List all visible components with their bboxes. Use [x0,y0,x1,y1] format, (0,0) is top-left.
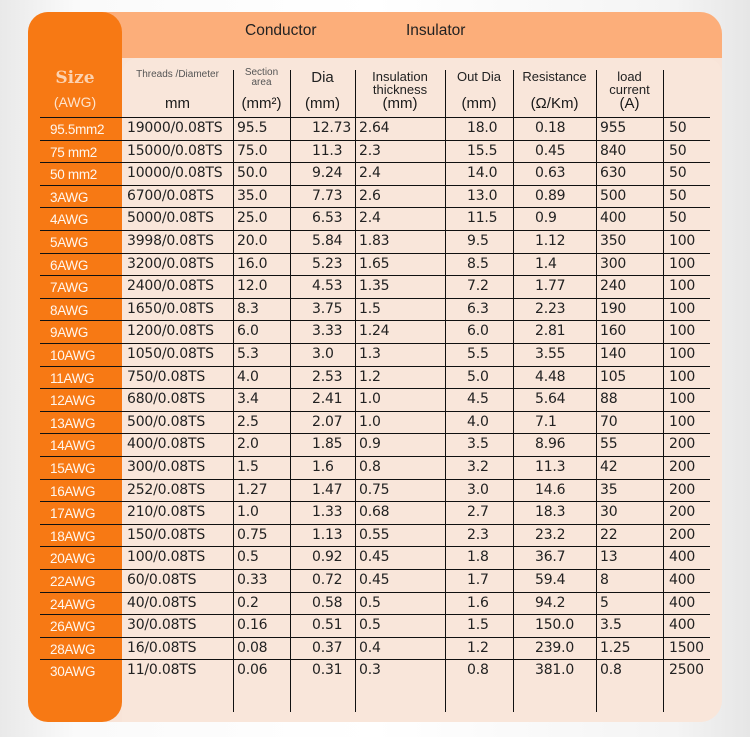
cell-res: 0.45 [535,143,566,159]
cell-res: 94.2 [535,595,566,611]
cell-res: 4.48 [535,369,566,385]
row-divider [40,275,710,276]
cell-extra: 200 [669,504,696,520]
cell-area: 2.0 [237,436,259,452]
row-size-label: 50 mm2 [50,167,97,182]
row-size-label: 13AWG [50,416,96,431]
cell-area: 1.5 [237,459,259,475]
cell-out: 2.3 [467,527,489,543]
cell-out: 14.0 [467,165,498,181]
cell-ins: 1.3 [359,346,381,362]
cell-area: 35.0 [237,188,268,204]
cell-out: 4.0 [467,414,489,430]
cell-extra: 200 [669,482,696,498]
row-divider [40,569,710,570]
row-divider [40,433,710,434]
cell-ins: 2.3 [359,143,381,159]
cell-threads: 3200/0.08TS [127,256,214,272]
cell-dia: 4.53 [312,278,343,294]
cell-extra: 400 [669,617,696,633]
cell-area: 1.0 [237,504,259,520]
cell-load: 3.5 [600,617,622,633]
row-divider [40,207,710,208]
row-divider [40,388,710,389]
cell-ins: 0.3 [359,662,381,678]
cell-res: 3.55 [535,346,566,362]
cell-load: 140 [600,346,627,362]
cell-threads: 750/0.08TS [127,369,206,385]
cell-threads: 40/0.08TS [127,595,197,611]
col-header-label-2: area [251,77,272,88]
cell-extra: 400 [669,572,696,588]
cell-dia: 1.47 [312,482,343,498]
cell-threads: 19000/0.08TS [127,120,223,136]
cell-area: 0.33 [237,572,268,588]
col-header-label: Threads /Diameter [136,69,219,80]
col-header-unit: (mm) [382,95,418,112]
cell-area: 0.75 [237,527,268,543]
row-size-label: 4AWG [50,212,89,227]
cell-dia: 0.31 [312,662,343,678]
cell-extra: 2500 [669,662,704,678]
cell-ins: 0.68 [359,504,390,520]
cell-threads: 680/0.08TS [127,391,206,407]
cell-area: 4.0 [237,369,259,385]
cell-area: 2.5 [237,414,259,430]
cell-ins: 0.5 [359,617,381,633]
cell-res: 1.4 [535,256,557,272]
cell-res: 150.0 [535,617,575,633]
cell-res: 381.0 [535,662,575,678]
cell-res: 1.12 [535,233,566,249]
cell-ins: 1.35 [359,278,390,294]
row-divider [40,411,710,412]
cell-dia: 7.73 [312,188,343,204]
cell-out: 1.6 [467,595,489,611]
cell-extra: 50 [669,210,687,226]
cell-area: 3.4 [237,391,259,407]
col-header-insulation-thickness [355,66,445,112]
cell-res: 2.23 [535,301,566,317]
cell-dia: 0.92 [312,549,343,565]
cell-area: 1.27 [237,482,268,498]
col-header-label: Resistance [522,69,587,84]
cell-dia: 2.53 [312,369,343,385]
cell-out: 18.0 [467,120,498,136]
row-divider [40,253,710,254]
row-divider [40,343,710,344]
row-size-label: 20AWG [50,551,96,566]
cell-threads: 150/0.08TS [127,527,206,543]
row-size-label: 15AWG [50,461,96,476]
col-header-label-2: current [609,82,650,97]
cell-dia: 11.3 [312,143,343,159]
row-divider [40,614,710,615]
col-header-unit: (mm) [461,95,497,112]
cell-area: 0.06 [237,662,268,678]
column-divider [355,70,356,712]
col-header-unit: (mm) [305,95,340,112]
cell-ins: 1.0 [359,391,381,407]
cell-out: 5.5 [467,346,489,362]
size-unit: (AWG) [53,94,97,110]
col-header-label: Insulation [372,69,428,84]
cell-load: 42 [600,459,618,475]
row-size-label: 10AWG [50,348,96,363]
cell-threads: 10000/0.08TS [127,165,223,181]
row-size-label: 5AWG [50,235,89,250]
cell-area: 6.0 [237,323,259,339]
row-size-label: 26AWG [50,619,96,634]
cell-threads: 11/0.08TS [127,662,197,678]
cell-area: 16.0 [237,256,268,272]
cell-area: 25.0 [237,210,268,226]
col-header-unit: (mm²) [241,95,282,112]
cell-ins: 2.64 [359,120,390,136]
cell-res: 0.63 [535,165,566,181]
cell-dia: 1.85 [312,436,343,452]
row-size-label: 17AWG [50,506,96,521]
row-divider [40,637,710,638]
cell-area: 0.08 [237,640,268,656]
cell-ins: 0.75 [359,482,390,498]
col-header-label: Section [244,67,279,78]
cell-load: 105 [600,369,627,385]
column-divider [596,70,597,712]
row-size-label: 8AWG [50,303,89,318]
cell-extra: 50 [669,188,687,204]
cell-extra: 100 [669,414,696,430]
row-size-label: 18AWG [50,529,96,544]
row-size-label: 7AWG [50,280,89,295]
cell-dia: 3.0 [312,346,334,362]
cell-dia: 2.07 [312,414,343,430]
col-header-label-2: thickness [372,82,428,97]
cell-dia: 2.41 [312,391,343,407]
cell-ins: 0.4 [359,640,381,656]
cell-extra: 200 [669,459,696,475]
cell-out: 1.7 [467,572,489,588]
cell-out: 8.5 [467,256,489,272]
cell-area: 20.0 [237,233,268,249]
cell-threads: 2400/0.08TS [127,278,214,294]
cell-extra: 1500 [669,640,704,656]
cell-out: 1.8 [467,549,489,565]
cell-dia: 12.73 [312,120,352,136]
cell-ins: 0.45 [359,572,390,588]
cell-ins: 0.9 [359,436,381,452]
cell-area: 5.3 [237,346,259,362]
cell-out: 5.0 [467,369,489,385]
cell-ins: 1.0 [359,414,381,430]
size-column [28,12,122,722]
column-divider [233,70,234,712]
cell-area: 0.2 [237,595,259,611]
cell-threads: 1200/0.08TS [127,323,214,339]
cell-out: 2.7 [467,504,489,520]
cell-extra: 50 [669,120,687,136]
cell-threads: 60/0.08TS [127,572,197,588]
cell-extra: 50 [669,143,687,159]
cell-out: 0.8 [467,662,489,678]
cell-res: 36.7 [535,549,566,565]
cell-load: 400 [600,210,627,226]
cell-area: 50.0 [237,165,268,181]
cell-load: 350 [600,233,627,249]
cell-threads: 210/0.08TS [127,504,206,520]
cell-area: 8.3 [237,301,259,317]
cell-dia: 0.51 [312,617,343,633]
col-header-label: Dia [311,69,334,86]
column-divider [445,70,446,712]
row-size-label: 95.5mm2 [50,122,105,137]
cell-dia: 5.23 [312,256,343,272]
cell-dia: 3.75 [312,301,343,317]
row-divider [40,546,710,547]
cell-dia: 0.72 [312,572,343,588]
row-size-label: 30AWG [50,664,96,679]
cell-out: 13.0 [467,188,498,204]
cell-ins: 1.5 [359,301,381,317]
cell-extra: 200 [669,527,696,543]
row-divider [40,230,710,231]
cell-load: 190 [600,301,627,317]
cell-threads: 30/0.08TS [127,617,197,633]
cell-load: 500 [600,188,627,204]
spec-table-card [28,12,722,722]
row-size-label: 24AWG [50,597,96,612]
group-header-band [28,12,722,58]
cell-threads: 3998/0.08TS [127,233,214,249]
col-header-section-area [233,66,290,112]
cell-res: 18.3 [535,504,566,520]
cell-threads: 1650/0.08TS [127,301,214,317]
row-divider [40,592,710,593]
col-header-label: Out Dia [456,69,502,84]
row-size-label: 11AWG [50,371,95,386]
col-header-label: load [617,69,642,84]
cell-out: 9.5 [467,233,489,249]
cell-dia: 9.24 [312,165,343,181]
cell-threads: 15000/0.08TS [127,143,223,159]
cell-dia: 5.84 [312,233,343,249]
column-divider [290,70,291,712]
cell-extra: 100 [669,323,696,339]
cell-threads: 16/0.08TS [127,640,197,656]
cell-res: 11.3 [535,459,566,475]
cell-ins: 0.8 [359,459,381,475]
cell-extra: 200 [669,436,696,452]
cell-dia: 0.37 [312,640,343,656]
size-heading: Size [55,68,95,88]
cell-res: 5.64 [535,391,566,407]
cell-res: 14.6 [535,482,566,498]
cell-threads: 5000/0.08TS [127,210,214,226]
cell-extra: 400 [669,595,696,611]
cell-extra: 100 [669,301,696,317]
cell-load: 55 [600,436,618,452]
cell-area: 75.0 [237,143,268,159]
cell-load: 70 [600,414,618,430]
cell-out: 6.0 [467,323,489,339]
cell-load: 300 [600,256,627,272]
cell-dia: 1.6 [312,459,334,475]
cell-res: 23.2 [535,527,566,543]
cell-res: 59.4 [535,572,566,588]
cell-out: 3.0 [467,482,489,498]
col-header-threads-diameter [122,66,233,112]
cell-dia: 3.33 [312,323,343,339]
cell-load: 1.25 [600,640,631,656]
cell-res: 0.9 [535,210,557,226]
cell-out: 11.5 [467,210,498,226]
cell-load: 88 [600,391,618,407]
cell-threads: 100/0.08TS [127,549,206,565]
row-size-label: 75 mm2 [50,145,97,160]
cell-ins: 1.24 [359,323,390,339]
group-insulator: Insulator [406,22,466,39]
cell-load: 8 [600,572,609,588]
cell-res: 8.96 [535,436,566,452]
cell-load: 160 [600,323,627,339]
cell-threads: 252/0.08TS [127,482,206,498]
col-header-unit: (A) [619,95,640,112]
col-header-unit: mm [165,95,190,112]
cell-threads: 1050/0.08TS [127,346,214,362]
col-header-unit: (Ω/Km) [530,95,579,112]
cell-ins: 1.2 [359,369,381,385]
cell-load: 840 [600,143,627,159]
cell-threads: 500/0.08TS [127,414,206,430]
row-size-label: 12AWG [50,393,96,408]
cell-out: 7.2 [467,278,489,294]
cell-area: 0.16 [237,617,268,633]
row-size-label: 14AWG [50,438,96,453]
cell-ins: 0.55 [359,527,390,543]
cell-threads: 300/0.08TS [127,459,206,475]
row-divider [40,140,710,141]
row-divider [40,366,710,367]
cell-load: 630 [600,165,627,181]
cell-out: 3.5 [467,436,489,452]
cell-ins: 1.65 [359,256,390,272]
cell-extra: 100 [669,369,696,385]
cell-out: 3.2 [467,459,489,475]
cell-load: 5 [600,595,609,611]
row-divider [40,524,710,525]
cell-dia: 6.53 [312,210,343,226]
row-divider [40,479,710,480]
cell-extra: 100 [669,233,696,249]
column-divider [513,70,514,712]
row-divider [40,117,710,118]
cell-out: 4.5 [467,391,489,407]
cell-res: 239.0 [535,640,575,656]
row-size-label: 28AWG [50,642,96,657]
row-size-label: 16AWG [50,484,96,499]
cell-ins: 0.45 [359,549,390,565]
col-header-out-dia [445,66,513,112]
cell-dia: 1.13 [312,527,343,543]
cell-dia: 0.58 [312,595,343,611]
cell-res: 7.1 [535,414,557,430]
cell-extra: 100 [669,256,696,272]
cell-res: 0.18 [535,120,566,136]
cell-area: 95.5 [237,120,268,136]
group-conductor: Conductor [245,22,317,39]
cell-threads: 400/0.08TS [127,436,206,452]
cell-threads: 6700/0.08TS [127,188,214,204]
cell-res: 0.89 [535,188,566,204]
cell-load: 240 [600,278,627,294]
col-header-load-current [596,66,663,112]
cell-ins: 2.6 [359,188,381,204]
row-size-label: 22AWG [50,574,96,589]
cell-out: 1.2 [467,640,489,656]
row-divider [40,185,710,186]
cell-load: 22 [600,527,618,543]
cell-ins: 2.4 [359,165,381,181]
cell-dia: 1.33 [312,504,343,520]
cell-extra: 100 [669,391,696,407]
cell-ins: 0.5 [359,595,381,611]
cell-out: 6.3 [467,301,489,317]
row-size-label: 3AWG [50,190,89,205]
row-size-label: 9AWG [50,325,89,340]
cell-load: 13 [600,549,618,565]
row-divider [40,298,710,299]
cell-load: 30 [600,504,618,520]
cell-res: 2.81 [535,323,566,339]
column-divider [663,70,664,712]
row-divider [40,320,710,321]
cell-res: 1.77 [535,278,566,294]
cell-out: 15.5 [467,143,498,159]
col-header-resistance [513,66,596,112]
cell-out: 1.5 [467,617,489,633]
cell-ins: 1.83 [359,233,390,249]
cell-load: 35 [600,482,618,498]
cell-extra: 400 [669,549,696,565]
cell-load: 955 [600,120,627,136]
col-header-dia [290,66,355,112]
row-divider [40,456,710,457]
row-divider [40,162,710,163]
cell-area: 0.5 [237,549,259,565]
cell-extra: 50 [669,165,687,181]
cell-extra: 100 [669,346,696,362]
row-size-label: 6AWG [50,258,89,273]
cell-extra: 100 [669,278,696,294]
cell-load: 0.8 [600,662,622,678]
row-divider [40,659,710,660]
cell-area: 12.0 [237,278,268,294]
cell-ins: 2.4 [359,210,381,226]
row-divider [40,501,710,502]
